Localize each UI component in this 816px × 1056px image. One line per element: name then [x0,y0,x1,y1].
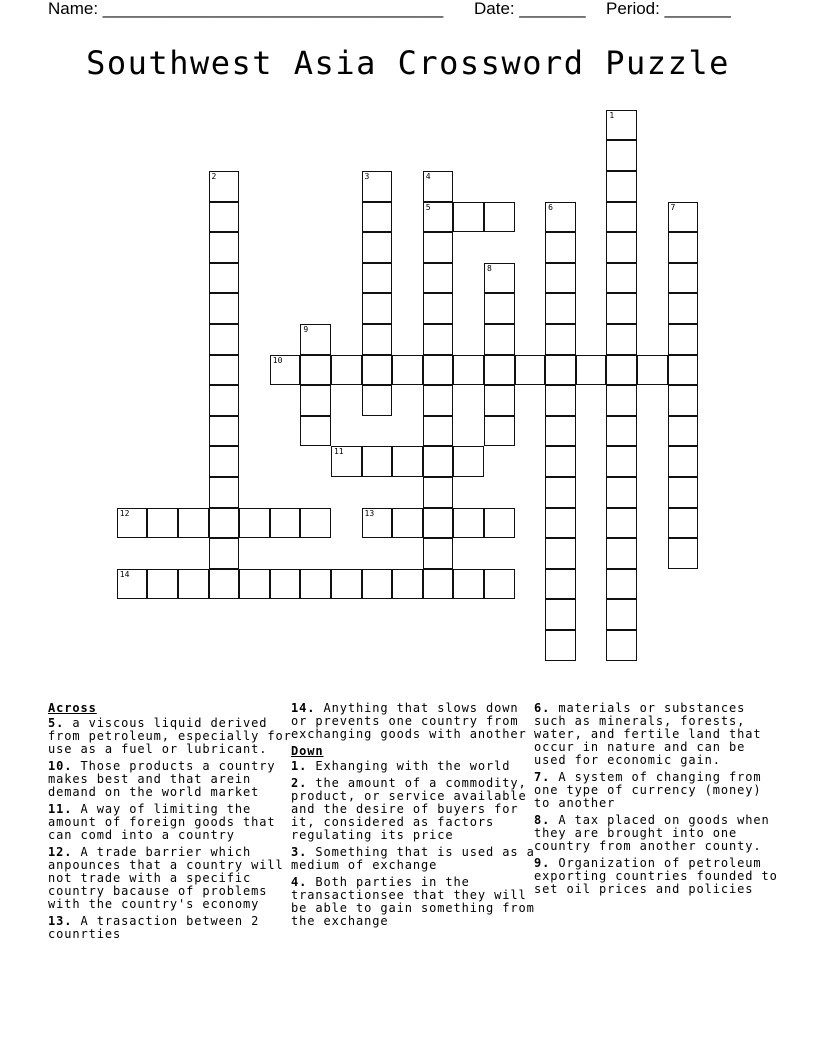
grid-cell[interactable] [117,569,148,600]
grid-cell[interactable] [576,355,607,386]
grid-cell[interactable] [209,263,240,294]
clue-down-6 [534,702,779,767]
grid-cell[interactable] [606,508,637,539]
clue-number: 3. [291,845,308,859]
cell-number: 14 [119,569,130,579]
grid-cell[interactable] [423,324,454,355]
grid-cell[interactable] [545,446,576,477]
grid-cell[interactable] [300,569,331,600]
grid-cell[interactable] [392,508,423,539]
grid-cell[interactable] [178,508,209,539]
clue-down-2 [291,777,536,842]
grid-cell[interactable] [668,508,699,539]
grid-cell[interactable] [239,508,270,539]
grid-cell[interactable] [668,538,699,569]
clue-number: 10. [48,759,73,773]
clue-text: A trade barrier which anpounces that a country will not trade with a specific country bacause of problems with the country's economy [48,845,284,911]
cell-number: 8 [486,263,492,273]
grid-cell[interactable] [362,263,393,294]
grid-cell[interactable] [117,508,148,539]
grid-cell[interactable] [606,324,637,355]
clue-number: 9. [534,856,551,870]
clue-number: 12. [48,845,73,859]
clue-across-5 [48,717,293,756]
grid-cell[interactable] [178,569,209,600]
grid-cell[interactable] [362,232,393,263]
grid-cell[interactable] [209,293,240,324]
down-heading: Down [291,744,324,758]
grid-cell[interactable] [668,293,699,324]
grid-cell[interactable] [515,355,546,386]
page-title: Southwest Asia Crossword Puzzle [86,44,730,82]
grid-cell[interactable] [606,140,637,171]
cell-number: 7 [670,202,676,212]
grid-cell[interactable] [362,508,393,539]
grid-cell[interactable] [300,416,331,447]
grid-cell[interactable] [545,232,576,263]
grid-cell[interactable] [606,569,637,600]
grid-cell[interactable] [545,263,576,294]
grid-cell[interactable] [209,171,240,202]
grid-cell[interactable] [606,263,637,294]
grid-cell[interactable] [209,324,240,355]
grid-cell[interactable] [270,569,301,600]
grid-cell[interactable] [209,232,240,263]
cell-number: 3 [364,171,370,181]
grid-cell[interactable] [270,355,301,386]
clue-down-8 [534,814,779,853]
grid-cell[interactable] [484,355,515,386]
clue-text: a viscous liquid derived from petroleum, especially for use as a fuel or lubricant. [48,716,292,756]
grid-cell[interactable] [362,446,393,477]
cell-number: 11 [333,447,344,457]
grid-cell[interactable] [300,355,331,386]
clue-number: 1. [291,759,308,773]
grid-cell[interactable] [362,355,393,386]
grid-cell[interactable] [392,355,423,386]
grid-cell[interactable] [484,202,515,233]
clue-text: materials or substances such as minerals, forests, water, and fertile land that occur in nature and can be used for economic gain. [534,701,762,767]
grid-cell[interactable] [453,355,484,386]
grid-cell[interactable] [606,171,637,202]
grid-cell[interactable] [362,385,393,416]
grid-cell[interactable] [606,538,637,569]
grid-cell[interactable] [209,385,240,416]
grid-cell[interactable] [545,385,576,416]
clue-text: the amount of a commodity, product, or service available and the desire of buyers for it, considered as factors regulating its price [291,776,527,842]
grid-cell[interactable] [209,355,240,386]
grid-cell[interactable] [209,508,240,539]
grid-cell[interactable] [484,508,515,539]
grid-cell[interactable] [423,416,454,447]
grid-cell[interactable] [668,446,699,477]
grid-cell[interactable] [484,416,515,447]
grid-cell[interactable] [545,324,576,355]
grid-cell[interactable] [606,599,637,630]
grid-cell[interactable] [668,202,699,233]
grid-cell[interactable] [606,446,637,477]
grid-cell[interactable] [423,477,454,508]
clue-text: Exhanging with the world [315,759,511,773]
cell-number: 10 [272,355,283,365]
cell-number: 4 [425,171,431,181]
grid-cell[interactable] [300,508,331,539]
cell-number: 12 [119,508,130,518]
clue-text: Anything that slows down or prevents one country from exchanging goods with another [291,701,527,741]
grid-cell[interactable] [209,477,240,508]
cell-number: 2 [211,171,217,181]
grid-cell[interactable] [545,599,576,630]
grid-cell[interactable] [209,569,240,600]
grid-cell[interactable] [545,508,576,539]
grid-cell[interactable] [545,569,576,600]
grid-cell[interactable] [423,508,454,539]
grid-cell[interactable] [423,569,454,600]
grid-cell[interactable] [423,385,454,416]
grid-cell[interactable] [239,569,270,600]
grid-cell[interactable] [545,355,576,386]
grid-cell[interactable] [545,477,576,508]
grid-cell[interactable] [362,293,393,324]
clue-text: A trasaction between 2 counrties [48,914,260,941]
grid-cell[interactable] [484,569,515,600]
grid-cell[interactable] [606,416,637,447]
grid-cell[interactable] [668,385,699,416]
clue-down-7 [534,771,779,810]
grid-cell[interactable] [362,569,393,600]
clue-down-9 [534,857,779,896]
clue-across-12 [48,846,293,911]
clue-down-1 [291,760,536,773]
grid-cell[interactable] [484,293,515,324]
grid-cell[interactable] [331,446,362,477]
grid-cell[interactable] [545,416,576,447]
clue-text: Both parties in the transactionsee that they will be able to gain something from the exchange [291,875,535,928]
clue-number: 13. [48,914,73,928]
clue-down-4 [291,876,536,928]
clue-number: 14. [291,701,316,715]
across-heading: Across [48,701,97,715]
clue-number: 2. [291,776,308,790]
grid-cell[interactable] [606,355,637,386]
cell-number: 13 [364,508,375,518]
grid-cell[interactable] [606,385,637,416]
grid-cell[interactable] [484,324,515,355]
clue-number: 11. [48,802,73,816]
grid-cell[interactable] [545,202,576,233]
grid-cell[interactable] [545,538,576,569]
grid-cell[interactable] [362,202,393,233]
grid-cell[interactable] [147,569,178,600]
grid-cell[interactable] [453,446,484,477]
clues-column-2 [291,702,536,932]
grid-cell[interactable] [362,171,393,202]
grid-cell[interactable] [147,508,178,539]
grid-cell[interactable] [209,416,240,447]
clue-text: Those products a country makes best and that arein demand on the world market [48,759,276,799]
grid-cell[interactable] [300,324,331,355]
clue-across-10 [48,760,293,799]
grid-cell[interactable] [453,202,484,233]
grid-cell[interactable] [423,202,454,233]
grid-cell[interactable] [484,263,515,294]
grid-cell[interactable] [331,569,362,600]
grid-cell[interactable] [606,477,637,508]
grid-cell[interactable] [209,538,240,569]
grid-cell[interactable] [668,416,699,447]
clue-number: 4. [291,875,308,889]
grid-cell[interactable] [606,110,637,141]
grid-cell[interactable] [331,355,362,386]
clues-column-1 [48,702,293,945]
clue-text: A way of limiting the amount of foreign goods that can comd into a country [48,802,276,842]
grid-cell[interactable] [209,202,240,233]
clue-down-3 [291,846,536,872]
grid-cell[interactable] [668,324,699,355]
grid-cell[interactable] [453,569,484,600]
clue-across-14 [291,702,536,741]
clues-column-3 [534,702,779,900]
grid-cell[interactable] [606,630,637,661]
grid-cell[interactable] [453,508,484,539]
cell-number: 9 [303,324,309,334]
grid-cell[interactable] [545,630,576,661]
cell-number: 5 [425,202,431,212]
grid-cell[interactable] [423,293,454,324]
cell-number: 6 [548,202,553,212]
clue-text: Something that is used as a medium of exchange [291,845,535,872]
clue-across-13 [48,915,293,941]
grid-cell[interactable] [668,263,699,294]
grid-cell[interactable] [606,202,637,233]
grid-cell[interactable] [423,263,454,294]
grid-cell[interactable] [423,446,454,477]
clue-number: 8. [534,813,551,827]
grid-cell[interactable] [423,232,454,263]
grid-cell[interactable] [668,232,699,263]
grid-cell[interactable] [606,232,637,263]
grid-cell[interactable] [423,538,454,569]
grid-cell[interactable] [392,446,423,477]
name-field: Name: ____________________________________ [48,0,444,18]
clue-text: A tax placed on goods when they are brought into one country from another county. [534,813,770,853]
grid-cell[interactable] [392,569,423,600]
clue-across-11 [48,803,293,842]
clue-number: 5. [48,716,65,730]
grid-cell[interactable] [423,171,454,202]
grid-cell[interactable] [545,293,576,324]
period-field: Period: _______ [606,0,731,18]
grid-cell[interactable] [270,508,301,539]
clue-text: Organization of petroleum exporting countries founded to set oil prices and policies [534,856,778,896]
date-field: Date: _______ [474,0,586,18]
grid-cell[interactable] [668,355,699,386]
grid-cell[interactable] [423,355,454,386]
grid-cell[interactable] [209,446,240,477]
clue-number: 7. [534,770,551,784]
grid-cell[interactable] [300,385,331,416]
clue-text: A system of changing from one type of currency (money) to another [534,770,762,810]
grid-cell[interactable] [637,355,668,386]
grid-cell[interactable] [484,385,515,416]
grid-cell[interactable] [362,324,393,355]
grid-cell[interactable] [606,293,637,324]
cell-number: 1 [609,110,615,120]
grid-cell[interactable] [668,477,699,508]
clue-number: 6. [534,701,551,715]
